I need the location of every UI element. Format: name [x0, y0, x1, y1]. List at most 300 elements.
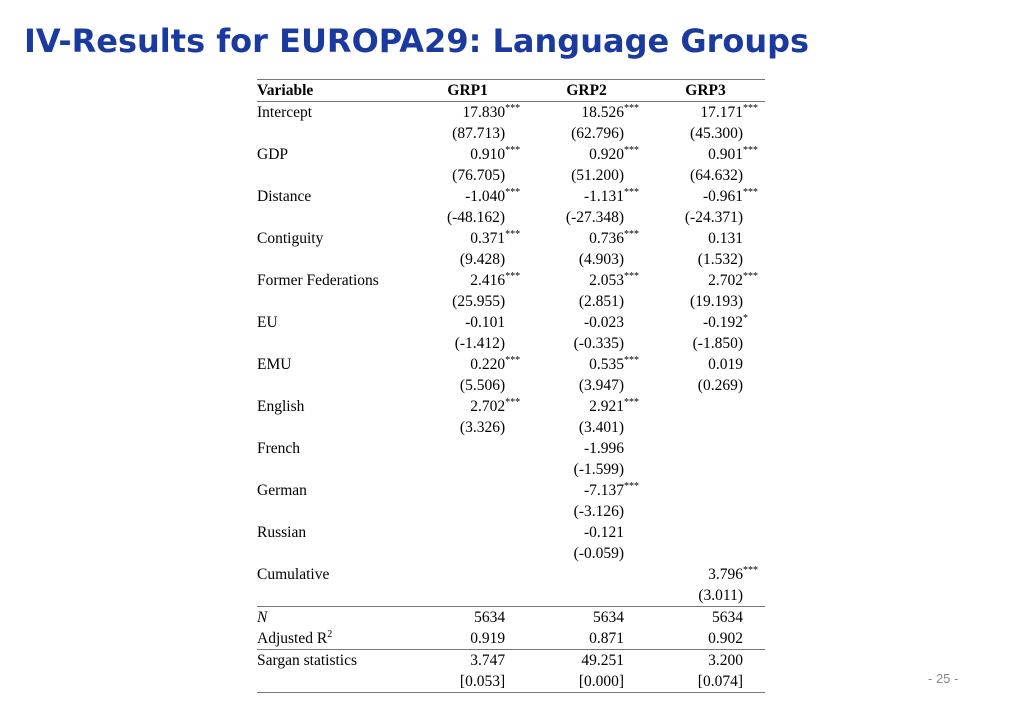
significance-stars [624, 333, 646, 335]
significance-stars: *** [624, 481, 640, 492]
coefficient-row [257, 312, 765, 333]
significance-stars [743, 671, 765, 673]
statistics-rows [257, 607, 765, 693]
significance-stars: *** [505, 271, 521, 282]
significance-stars [624, 671, 646, 673]
row-variable-label [257, 628, 408, 650]
cell-value: 2.702 [470, 398, 506, 415]
significance-stars [505, 123, 527, 125]
significance-stars [505, 516, 527, 518]
grp2-cell [527, 270, 646, 291]
grp2-cell [527, 354, 646, 375]
coefficient-row [257, 354, 765, 375]
grp1-cell [408, 375, 527, 396]
significance-stars [743, 628, 765, 630]
cell-value: 3.200 [708, 652, 743, 669]
grp1-cell [408, 333, 527, 354]
cell-value: [0.074] [697, 673, 743, 690]
significance-stars [624, 291, 646, 293]
row-variable-label [257, 671, 408, 693]
cell-value: 0.920 [589, 146, 625, 163]
grp2-cell [527, 165, 646, 186]
cell-value: (9.428) [459, 251, 506, 268]
grp2-cell [527, 417, 646, 438]
significance-stars: *** [505, 187, 521, 198]
grp3-cell [646, 375, 765, 396]
grp3-cell [646, 123, 765, 144]
grp3-cell [646, 207, 765, 228]
significance-stars: *** [624, 271, 640, 282]
cell-value: -1.131 [583, 188, 625, 205]
cell-value: [0.053] [459, 673, 506, 690]
cell-value: -1.996 [583, 440, 625, 457]
row-variable-label [257, 459, 408, 480]
significance-stars: *** [624, 229, 640, 240]
cell-value: 0.902 [708, 630, 743, 647]
grp2-cell [527, 291, 646, 312]
coefficient-row [257, 249, 765, 270]
cell-value: 0.910 [470, 146, 506, 163]
significance-stars: *** [743, 271, 758, 282]
grp3-cell [646, 270, 765, 291]
coefficient-rows [257, 102, 765, 607]
cell-value: 0.736 [589, 230, 625, 247]
grp3-cell [646, 312, 765, 333]
cell-value: (-48.162) [446, 209, 506, 226]
grp2-cell [527, 186, 646, 207]
cell-value: 5634 [712, 609, 743, 626]
significance-stars [743, 165, 765, 167]
grp2-cell [527, 312, 646, 333]
statistic-row [257, 628, 765, 650]
variable-name: German [257, 482, 307, 499]
grp1-cell [408, 543, 527, 564]
cell-value: (19.193) [690, 293, 743, 310]
coefficient-row [257, 270, 765, 291]
significance-stars [505, 600, 527, 602]
cell-value: [0.000] [578, 673, 625, 690]
significance-stars: *** [743, 103, 758, 114]
cell-value: 0.220 [470, 356, 506, 373]
statistic-row [257, 671, 765, 693]
significance-stars [624, 375, 646, 377]
cell-value: (51.200) [571, 167, 625, 184]
significance-stars [743, 333, 765, 335]
coefficient-row [257, 564, 765, 585]
grp2-cell [527, 628, 646, 650]
significance-stars [743, 291, 765, 293]
variable-name: EMU [257, 356, 292, 373]
grp1-cell [408, 207, 527, 228]
cell-value: (-0.059) [573, 545, 625, 562]
coefficient-row [257, 396, 765, 417]
significance-stars [505, 650, 527, 652]
grp3-cell [646, 354, 765, 375]
grp2-cell [527, 501, 646, 522]
row-variable-label [257, 522, 408, 543]
grp2-cell [527, 543, 646, 564]
grp3-cell [646, 480, 765, 501]
grp2-cell [527, 207, 646, 228]
significance-stars [505, 417, 527, 419]
coefficient-row [257, 333, 765, 354]
results-table [257, 79, 765, 693]
significance-stars [624, 417, 646, 419]
significance-stars: *** [743, 565, 758, 576]
significance-stars [743, 474, 765, 476]
grp1-cell [408, 585, 527, 607]
statistic-row [257, 607, 765, 629]
significance-stars [505, 671, 527, 673]
grp1-cell [408, 459, 527, 480]
grp3-cell [646, 333, 765, 354]
significance-stars [743, 585, 765, 587]
row-variable-label [257, 375, 408, 396]
grp1-cell [408, 228, 527, 249]
statistic-row [257, 650, 765, 672]
cell-value: 5634 [593, 609, 625, 626]
cell-value: (-24.371) [684, 209, 743, 226]
significance-stars [505, 165, 527, 167]
significance-stars [505, 607, 527, 609]
grp3-cell [646, 186, 765, 207]
cell-value: 2.702 [708, 272, 743, 289]
cell-value: -0.121 [583, 524, 625, 541]
grp3-cell [646, 585, 765, 607]
significance-stars [505, 495, 527, 497]
significance-stars [505, 537, 527, 539]
significance-stars [743, 432, 765, 434]
significance-stars [743, 249, 765, 251]
grp1-cell [408, 144, 527, 165]
cell-value: (0.269) [697, 377, 743, 394]
cell-value: (2.851) [578, 293, 625, 310]
row-variable-label [257, 480, 408, 501]
row-variable-label [257, 291, 408, 312]
cell-value: (-0.335) [573, 335, 625, 352]
significance-stars: *** [624, 145, 640, 156]
cell-value: (-1.850) [692, 335, 743, 352]
grp1-cell [408, 312, 527, 333]
significance-stars [743, 375, 765, 377]
row-variable-label [257, 607, 408, 629]
coefficient-row [257, 501, 765, 522]
coefficient-row [257, 438, 765, 459]
coefficient-row [257, 543, 765, 564]
cell-value: 3.796 [708, 566, 743, 583]
cell-value: 5634 [474, 609, 506, 626]
grp1-cell [408, 650, 527, 672]
grp3-cell [646, 671, 765, 693]
significance-stars [505, 291, 527, 293]
cell-value: -0.023 [583, 314, 625, 331]
significance-stars [624, 607, 646, 609]
grp3-cell [646, 102, 765, 124]
variable-name: Intercept [257, 104, 313, 121]
cell-value: 0.019 [708, 356, 743, 373]
significance-stars [743, 650, 765, 652]
grp3-cell [646, 228, 765, 249]
significance-stars [505, 249, 527, 251]
significance-stars [505, 207, 527, 209]
significance-stars [743, 354, 765, 356]
grp2-cell [527, 144, 646, 165]
grp1-cell [408, 165, 527, 186]
cell-value: 17.171 [700, 104, 743, 121]
significance-stars [505, 579, 527, 581]
grp2-cell [527, 459, 646, 480]
significance-stars [505, 375, 527, 377]
significance-stars [743, 537, 765, 539]
significance-stars [743, 228, 765, 230]
coefficient-row [257, 459, 765, 480]
grp1-cell [408, 417, 527, 438]
significance-stars: *** [505, 355, 521, 366]
cell-value: (5.506) [459, 377, 506, 394]
coefficient-row [257, 165, 765, 186]
significance-stars: *** [624, 103, 640, 114]
cell-value: 2.416 [470, 272, 506, 289]
variable-name: Russian [257, 524, 307, 541]
coefficient-row [257, 207, 765, 228]
cell-value: 49.251 [581, 652, 625, 669]
cell-value: (-1.412) [454, 335, 506, 352]
significance-stars [624, 543, 646, 545]
significance-stars: *** [743, 187, 758, 198]
grp1-cell [408, 501, 527, 522]
significance-stars [743, 607, 765, 609]
row-variable-label [257, 312, 408, 333]
variable-name: EU [257, 314, 278, 331]
grp1-cell [408, 438, 527, 459]
cell-value: (3.326) [459, 419, 506, 436]
significance-stars [743, 411, 765, 413]
coefficient-row [257, 375, 765, 396]
cell-value: (76.705) [452, 167, 506, 184]
grp1-cell [408, 186, 527, 207]
row-variable-label [257, 333, 408, 354]
row-variable-label [257, 354, 408, 375]
coefficient-row [257, 480, 765, 501]
significance-stars: *** [624, 397, 640, 408]
significance-stars: *** [505, 103, 521, 114]
cell-value: 2.921 [589, 398, 625, 415]
coefficient-row [257, 144, 765, 165]
grp3-cell [646, 291, 765, 312]
grp2-cell [527, 123, 646, 144]
coefficient-row [257, 417, 765, 438]
grp1-cell [408, 480, 527, 501]
significance-stars: *** [624, 187, 640, 198]
cell-value: (4.903) [578, 251, 625, 268]
significance-stars: *** [505, 145, 521, 156]
significance-stars [624, 123, 646, 125]
cell-value: 0.919 [470, 630, 506, 647]
row-variable-label [257, 165, 408, 186]
coefficient-row [257, 123, 765, 144]
significance-stars [505, 628, 527, 630]
grp2-cell [527, 607, 646, 629]
cell-value: 0.901 [708, 146, 743, 163]
cell-value: -7.137 [583, 482, 625, 499]
slide-title: IV-Results for EUROPA29: Language Groups [24, 22, 810, 60]
grp2-cell [527, 480, 646, 501]
significance-stars [624, 165, 646, 167]
significance-stars [505, 558, 527, 560]
variable-name: Cumulative [257, 566, 330, 583]
variable-name: Adjusted R [257, 630, 328, 647]
cell-value: 0.871 [589, 630, 625, 647]
significance-stars [624, 600, 646, 602]
grp2-cell [527, 564, 646, 585]
significance-stars [624, 438, 646, 440]
variable-name: Former Federations [257, 272, 379, 289]
cell-value: -1.040 [465, 188, 506, 205]
grp2-cell [527, 102, 646, 124]
grp2-cell [527, 228, 646, 249]
grp1-cell [408, 270, 527, 291]
significance-stars [624, 522, 646, 524]
grp2-cell [527, 438, 646, 459]
cell-value: (3.011) [698, 587, 743, 604]
significance-stars [505, 333, 527, 335]
grp3-cell [646, 165, 765, 186]
cell-value: (64.632) [690, 167, 743, 184]
significance-stars [743, 123, 765, 125]
header-grp2: GRP2 [527, 80, 646, 102]
cell-value: 18.526 [581, 104, 625, 121]
cell-value: 0.131 [708, 230, 743, 247]
significance-stars [505, 453, 527, 455]
grp3-cell [646, 396, 765, 417]
significance-stars [624, 207, 646, 209]
significance-stars: *** [505, 229, 521, 240]
grp1-cell [408, 522, 527, 543]
variable-name: French [257, 440, 301, 457]
grp3-cell [646, 607, 765, 629]
grp1-cell [408, 396, 527, 417]
grp3-cell [646, 628, 765, 650]
grp2-cell [527, 396, 646, 417]
coefficient-row [257, 585, 765, 607]
row-variable-label [257, 396, 408, 417]
significance-stars: *** [743, 145, 758, 156]
variable-name: English [257, 398, 305, 415]
grp1-cell [408, 354, 527, 375]
table-header-row [257, 80, 765, 102]
r-squared-superscript: 2 [327, 628, 333, 640]
row-variable-label [257, 144, 408, 165]
row-variable-label [257, 186, 408, 207]
grp3-cell [646, 543, 765, 564]
grp3-cell [646, 417, 765, 438]
variable-name: Sargan statistics [257, 652, 358, 669]
variable-name: Distance [257, 188, 312, 205]
grp3-cell [646, 650, 765, 672]
cell-value: 17.830 [462, 104, 506, 121]
coefficient-row [257, 102, 765, 124]
cell-value: (45.300) [690, 125, 743, 142]
grp3-cell [646, 438, 765, 459]
row-variable-label [257, 438, 408, 459]
significance-stars: *** [505, 397, 521, 408]
cell-value: -0.961 [702, 188, 743, 205]
significance-stars [624, 650, 646, 652]
row-variable-label [257, 543, 408, 564]
significance-stars [624, 249, 646, 251]
significance-stars [624, 628, 646, 630]
header-grp3: GRP3 [646, 80, 765, 102]
variable-name: N [257, 609, 268, 626]
row-variable-label [257, 585, 408, 607]
row-variable-label [257, 228, 408, 249]
significance-stars [743, 207, 765, 209]
grp1-cell [408, 123, 527, 144]
cell-value: (87.713) [452, 125, 506, 142]
cell-value: -0.101 [465, 314, 506, 331]
cell-value: (-27.348) [565, 209, 625, 226]
grp3-cell [646, 564, 765, 585]
significance-stars [505, 474, 527, 476]
grp1-cell [408, 249, 527, 270]
significance-stars: * [743, 313, 748, 324]
significance-stars [743, 453, 765, 455]
coefficient-row [257, 228, 765, 249]
cell-value: (1.532) [697, 251, 743, 268]
header-variable: Variable [257, 80, 408, 102]
grp1-cell [408, 291, 527, 312]
row-variable-label [257, 249, 408, 270]
cell-value: (3.947) [578, 377, 625, 394]
significance-stars [505, 312, 527, 314]
significance-stars [624, 459, 646, 461]
grp2-cell [527, 585, 646, 607]
variable-name: GDP [257, 146, 289, 163]
grp2-cell [527, 333, 646, 354]
cell-value: 0.371 [470, 230, 506, 247]
grp1-cell [408, 564, 527, 585]
grp3-cell [646, 144, 765, 165]
cell-value: (-1.599) [573, 461, 625, 478]
row-variable-label [257, 501, 408, 522]
cell-value: 2.053 [589, 272, 625, 289]
significance-stars [743, 516, 765, 518]
page-number: - 25 - [928, 671, 959, 686]
coefficient-row [257, 522, 765, 543]
cell-value: (-3.126) [573, 503, 625, 520]
row-variable-label [257, 123, 408, 144]
cell-value: -0.192 [702, 314, 743, 331]
grp2-cell [527, 650, 646, 672]
significance-stars [624, 312, 646, 314]
cell-value: (3.401) [578, 419, 625, 436]
row-variable-label [257, 270, 408, 291]
coefficient-row [257, 291, 765, 312]
grp2-cell [527, 249, 646, 270]
grp2-cell [527, 375, 646, 396]
cell-value: 3.747 [470, 652, 506, 669]
grp3-cell [646, 522, 765, 543]
row-variable-label [257, 417, 408, 438]
grp1-cell [408, 607, 527, 629]
grp1-cell [408, 102, 527, 124]
cell-value: 0.535 [589, 356, 625, 373]
grp3-cell [646, 249, 765, 270]
grp1-cell [408, 671, 527, 693]
header-grp1: GRP1 [408, 80, 527, 102]
row-variable-label [257, 207, 408, 228]
significance-stars: *** [624, 355, 640, 366]
